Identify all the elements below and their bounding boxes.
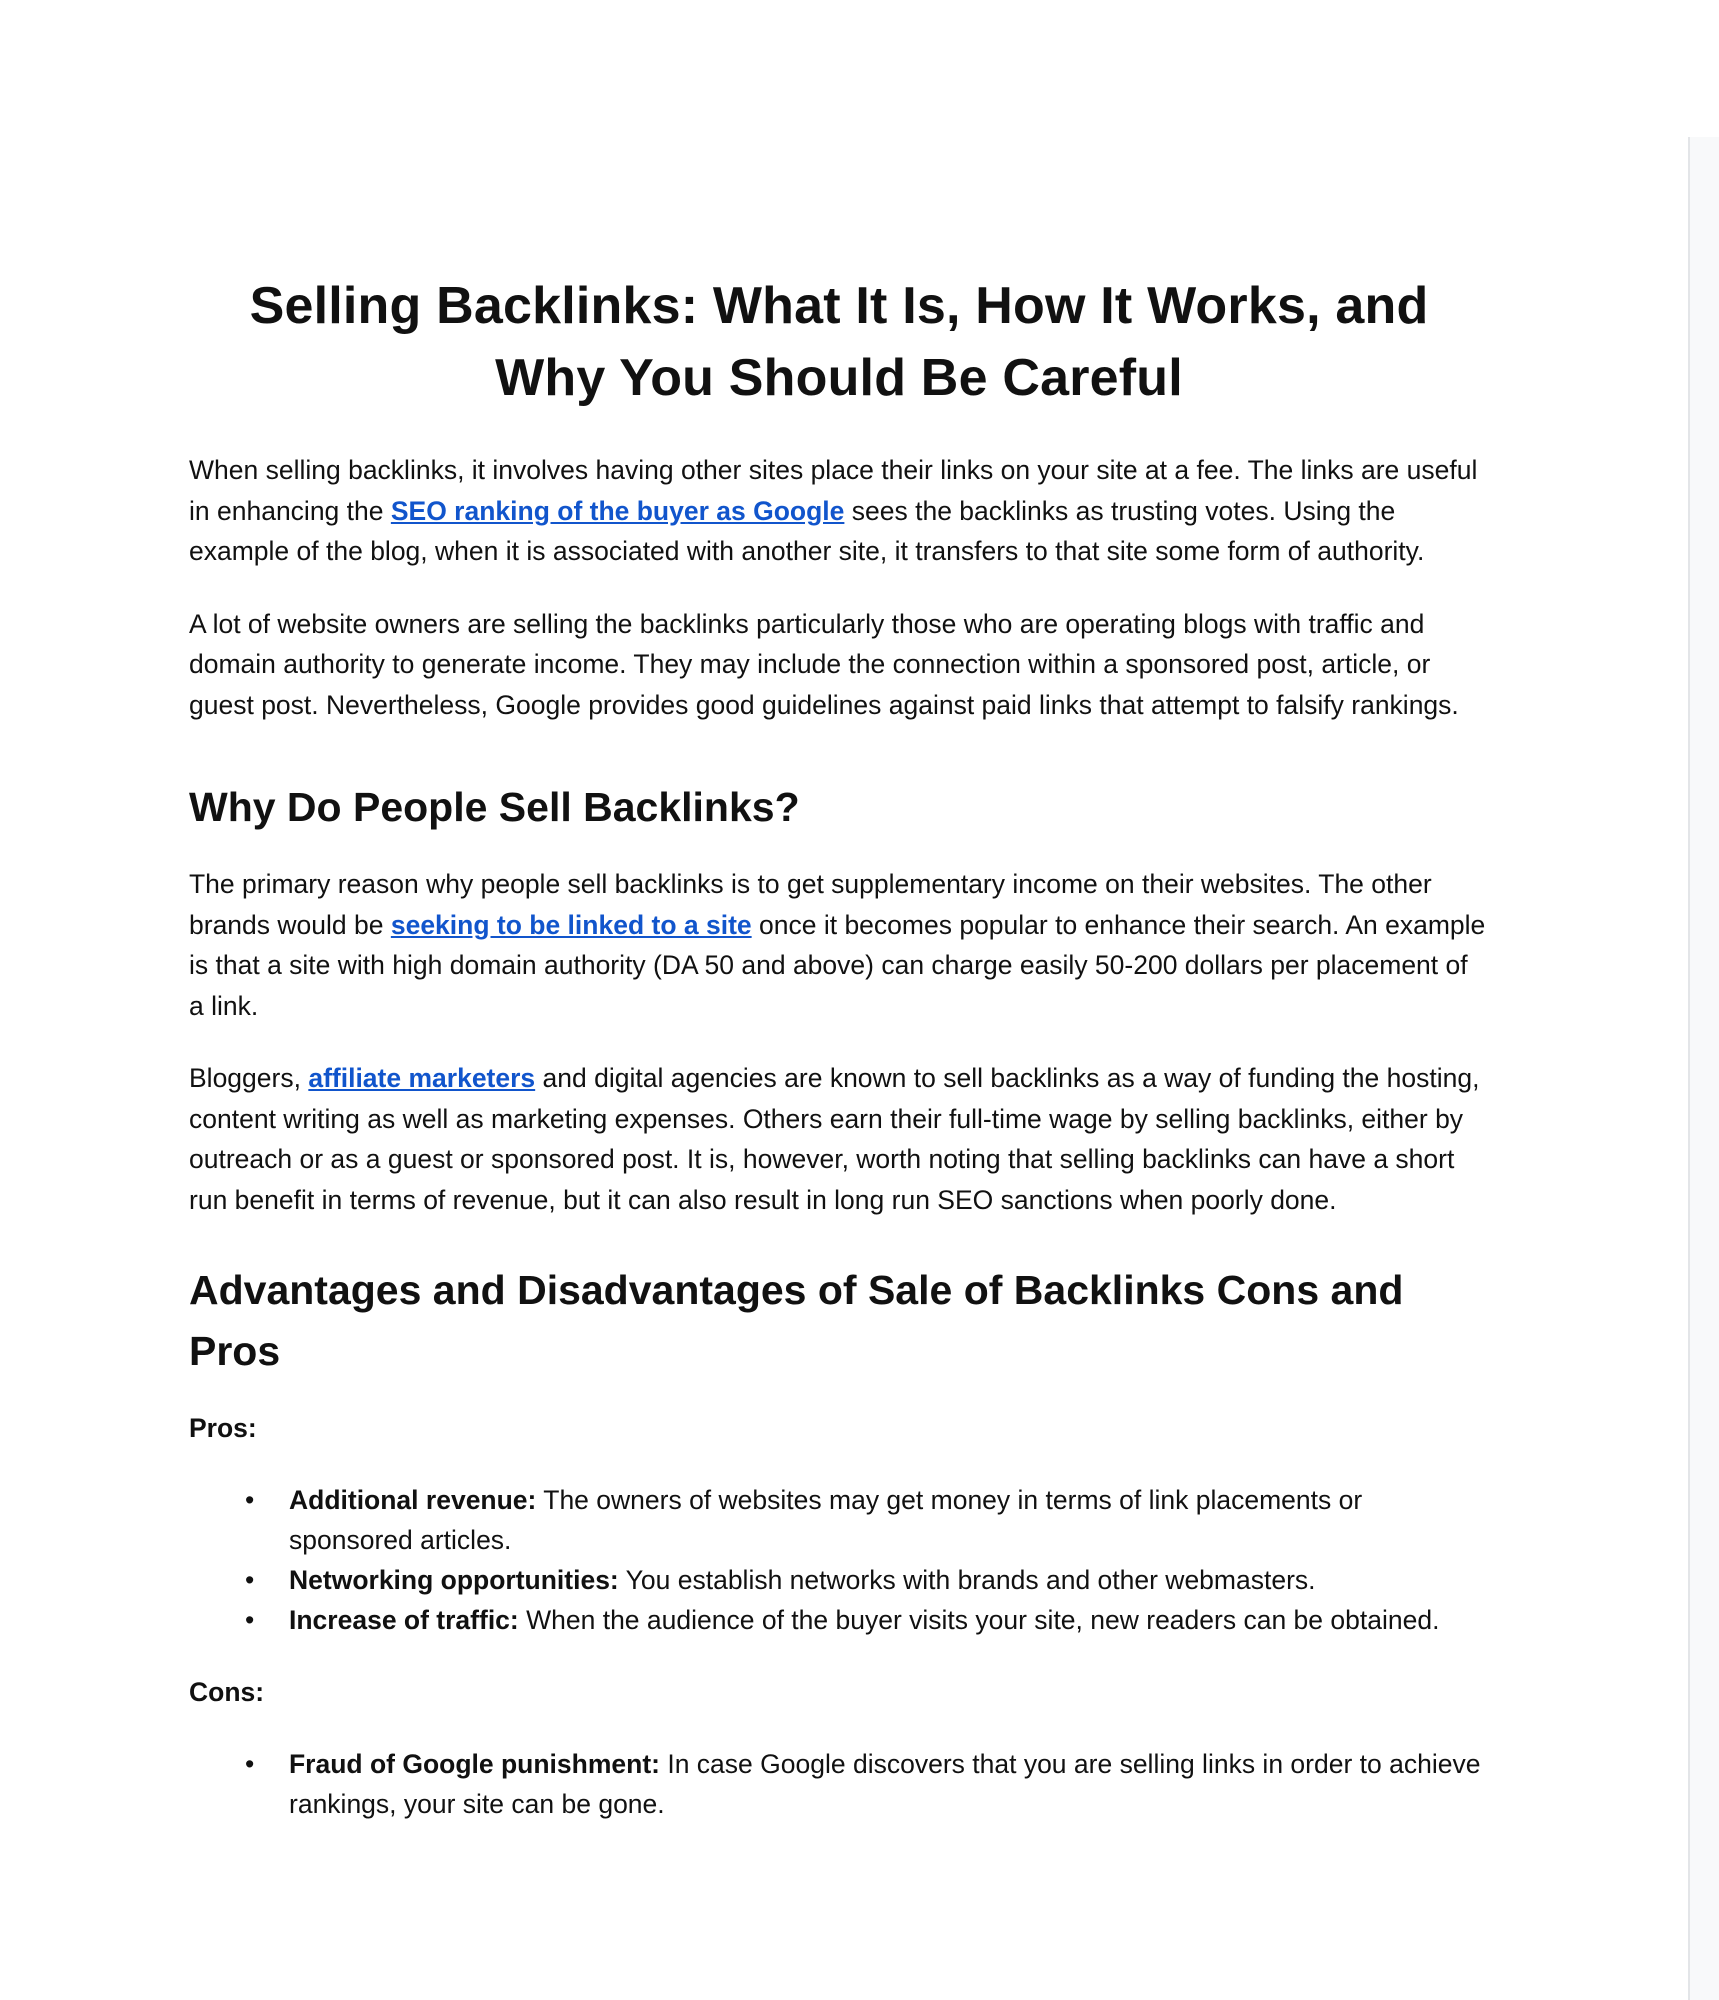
bullet-icon: • [245, 1565, 255, 1595]
seo-ranking-link[interactable]: SEO ranking of the buyer as Google [390, 495, 845, 526]
intro-paragraph-1: When selling backlinks, it involves having other sites place their links on your site at a fee. The links are useful in enhancing the SEO ranking of the buyer as Google sees the backlinks as trusting votes. Using the example of the blog, when it is associated with another site, it transfers to that site some form of authority. [189, 455, 1478, 566]
intro-paragraph-2: A lot of website owners are selling the backlinks particularly those who are operating blogs with traffic and domain authority to generate income. They may include the connection within a sponsored post, article, or guest post. Nevertheless, Google provides good guidelines against paid links that attempt to falsify rankings. [189, 608, 1459, 720]
bullet-icon: • [245, 1485, 255, 1515]
list-item: • Fraud of Google punishment: In case Google discovers that you are selling links in order to achieve rankings, your site can be gone. [189, 1744, 1489, 1824]
bullet-icon: • [245, 1605, 255, 1635]
heading-pros-cons: Advantages and Disadvantages of Sale of Backlinks Cons and Pros [189, 1267, 1404, 1374]
affiliate-marketers-link[interactable]: affiliate marketers [308, 1063, 536, 1093]
list-item: • Networking opportunities: You establish networks with brands and other webmasters. [189, 1560, 1489, 1600]
document-title: Selling Backlinks: What It Is, How It Works, and Why You Should Be Careful [249, 277, 1429, 407]
pros-list [189, 1480, 1489, 1640]
pros-label: Pros: [189, 1413, 257, 1443]
document-page [189, 270, 1489, 1856]
list-item: • Increase of traffic: When the audience of the buyer visits your site, new readers can be obtained. [189, 1600, 1489, 1640]
right-side-panel [1688, 137, 1719, 2000]
bullet-icon: • [245, 1749, 255, 1779]
cons-label: Cons: [189, 1677, 265, 1707]
cons-list [189, 1744, 1489, 1824]
why-paragraph-2: Bloggers, affiliate marketers and digital agencies are known to sell backlinks as a way of funding the hosting, content writing as well as marketing expenses. Others earn their full-time wage by selling backlinks, either by outreach or as a guest or sponsored post. It is, however, worth noting that selling backlinks can have a short run benefit in terms of revenue, but it can also result in long run SEO sanctions when poorly done. [189, 1063, 1480, 1215]
list-item: • Additional revenue: The owners of websites may get money in terms of link placements or sponsored articles. [189, 1480, 1489, 1560]
why-paragraph-1: The primary reason why people sell backlinks is to get supplementary income on their websites. The other brands would be seeking to be linked to a site once it becomes popular to enhance their search. An example is that a site with high domain authority (DA 50 and above) can charge easily 50-200 dollars per placement of a link. [189, 869, 1486, 1021]
seeking-linked-link[interactable]: seeking to be linked to a site [390, 909, 752, 940]
heading-why-sell: Why Do People Sell Backlinks? [189, 784, 800, 830]
